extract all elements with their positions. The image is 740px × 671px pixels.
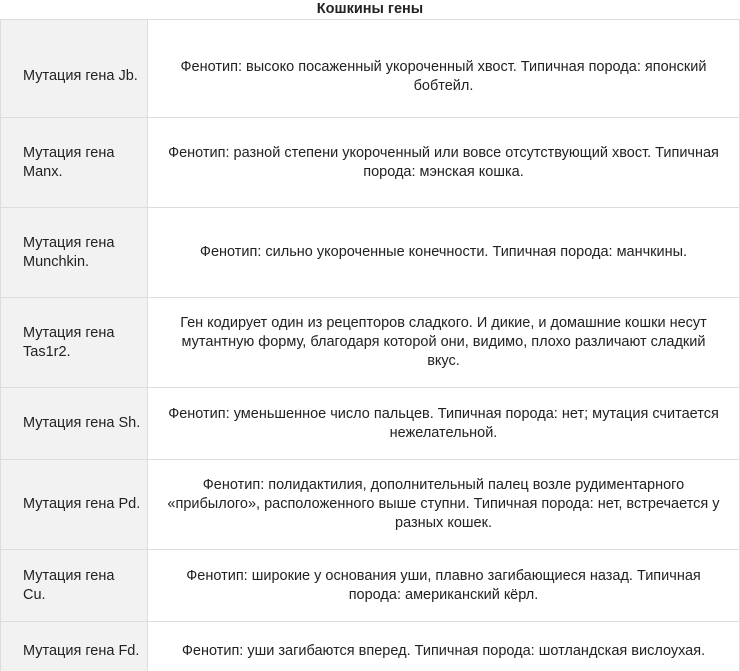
gene-name: Мутация гена Munchkin. xyxy=(1,208,148,298)
gene-name: Мутация гена Fd. xyxy=(1,622,148,671)
gene-name: Мутация гена Tas1r2. xyxy=(1,298,148,388)
gene-name: Мутация гена Cu. xyxy=(1,550,148,622)
gene-description: Фенотип: уши загибаются вперед. Типичная порода: шотландская вислоухая. xyxy=(148,622,740,671)
table-caption: Кошкины гены xyxy=(316,1,424,17)
table-row xyxy=(1,622,740,671)
gene-description: Фенотип: уменьшенное число пальцев. Типичная порода: нет; мутация считается нежелательной. xyxy=(148,388,740,460)
gene-description: Фенотип: полидактилия, дополнительный палец возле рудиментарного «прибылого», расположенного выше ступни. Типичная порода: нет, встречается у разных кошек. xyxy=(148,460,740,550)
gene-description: Фенотип: высоко посаженный укороченный хвост. Типичная порода: японский бобтейл. xyxy=(148,20,740,118)
gene-name: Мутация гена Pd. xyxy=(1,460,148,550)
gene-description: Фенотип: разной степени укороченный или вовсе отсутствующий хвост. Типичная порода: мэнская кошка. xyxy=(148,118,740,208)
gene-name: Мутация гена Jb. xyxy=(1,20,148,118)
genes-table xyxy=(0,19,740,671)
table-row xyxy=(1,388,740,460)
gene-description: Фенотип: сильно укороченные конечности. Типичная порода: манчкины. xyxy=(148,208,740,298)
table-row xyxy=(1,550,740,622)
gene-description: Фенотип: широкие у основания уши, плавно загибающиеся назад. Типичная порода: американский кёрл. xyxy=(148,550,740,622)
table-row xyxy=(1,460,740,550)
table-row xyxy=(1,298,740,388)
table-row xyxy=(1,208,740,298)
table-row xyxy=(1,20,740,118)
gene-description: Ген кодирует один из рецепторов сладкого. И дикие, и домашние кошки несут мутантную форму, благодаря которой они, видимо, плохо различают сладкий вкус. xyxy=(148,298,740,388)
gene-name: Мутация гена Sh. xyxy=(1,388,148,460)
table-row xyxy=(1,118,740,208)
gene-name: Мутация гена Manx. xyxy=(1,118,148,208)
